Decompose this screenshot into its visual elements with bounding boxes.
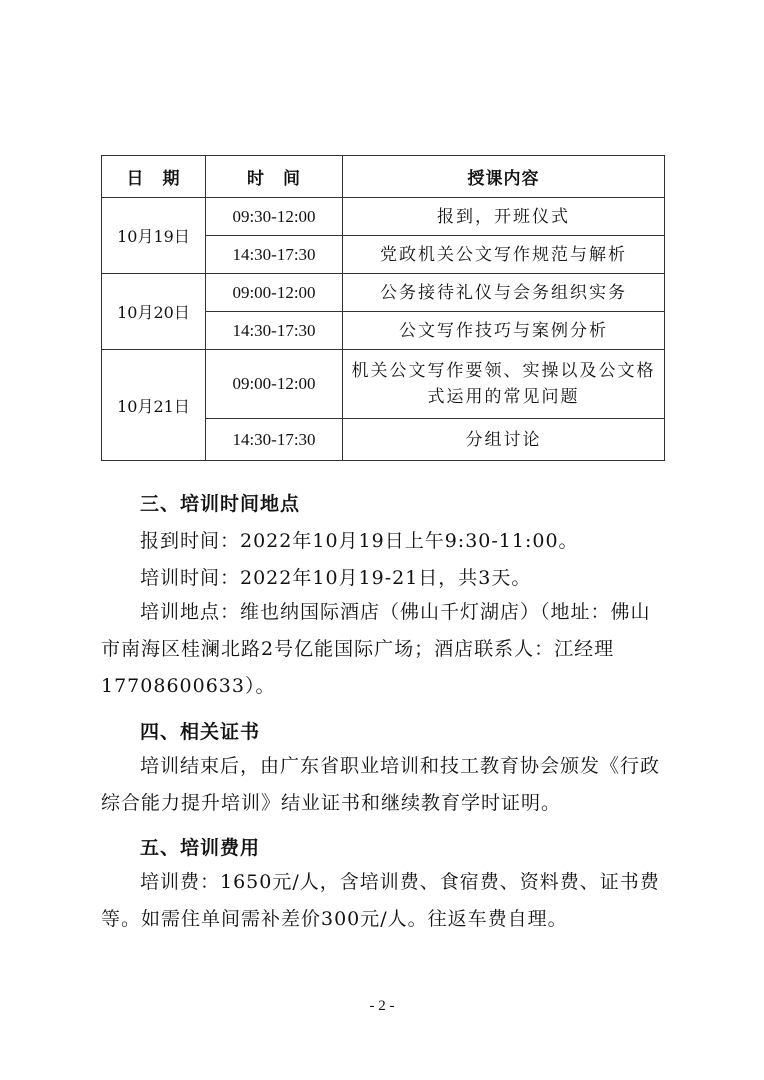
header-time: 时 间 (206, 156, 343, 198)
page-number: - 2 - (369, 998, 395, 1014)
training-location-value: 培训地点：维也纳国际酒店（佛山千灯湖店）（地址：佛山市南海区桂澜北路2号亿能国际广场；酒店联系人：江经理17708600633）。 (101, 601, 651, 697)
date-cell: 10月19日 (102, 198, 206, 274)
certificate-text (101, 748, 667, 822)
registration-time-text: 报到时间：2022年10月19日上午9:30-11:00。 (140, 530, 579, 552)
fee-text (101, 864, 667, 938)
time-cell: 09:00-12:00 (206, 350, 343, 419)
certificate-value: 培训结束后，由广东省职业培训和技工教育协会颁发《行政综合能力提升培训》结业证书和继续教育学时证明。 (101, 755, 661, 814)
content-cell: 公务接待礼仪与会务组织实务 (343, 274, 665, 312)
time-cell: 14:30-17:30 (206, 419, 343, 461)
section5-heading: 五、培训费用 (140, 837, 261, 859)
table-row (102, 274, 665, 312)
schedule-table (101, 155, 665, 461)
table-row (102, 198, 665, 236)
section4-heading: 四、相关证书 (140, 721, 261, 743)
date-cell: 10月21日 (102, 350, 206, 461)
time-cell: 14:30-17:30 (206, 312, 343, 350)
training-time-text: 培训时间：2022年10月19-21日，共3天。 (140, 567, 532, 589)
time-cell: 09:30-12:00 (206, 198, 343, 236)
fee-value: 培训费：1650元/人，含培训费、食宿费、资料费、证书费等。如需住单间需补差价300元/人。往返车费自理。 (101, 871, 660, 930)
content-cell: 公文写作技巧与案例分析 (343, 312, 665, 350)
time-cell: 09:00-12:00 (206, 274, 343, 312)
time-cell: 14:30-17:30 (206, 236, 343, 274)
training-location-text (101, 594, 667, 705)
header-content: 授课内容 (343, 156, 665, 198)
table-row (102, 350, 665, 419)
date-cell: 10月20日 (102, 274, 206, 350)
table-header-row (102, 156, 665, 198)
content-cell: 分组讨论 (343, 419, 665, 461)
content-cell: 报到，开班仪式 (343, 198, 665, 236)
section3-heading: 三、培训时间地点 (140, 493, 301, 515)
content-cell: 党政机关公文写作规范与解析 (343, 236, 665, 274)
content-cell: 机关公文写作要领、实操以及公文格式运用的常见问题 (343, 350, 665, 419)
header-date: 日 期 (102, 156, 206, 198)
